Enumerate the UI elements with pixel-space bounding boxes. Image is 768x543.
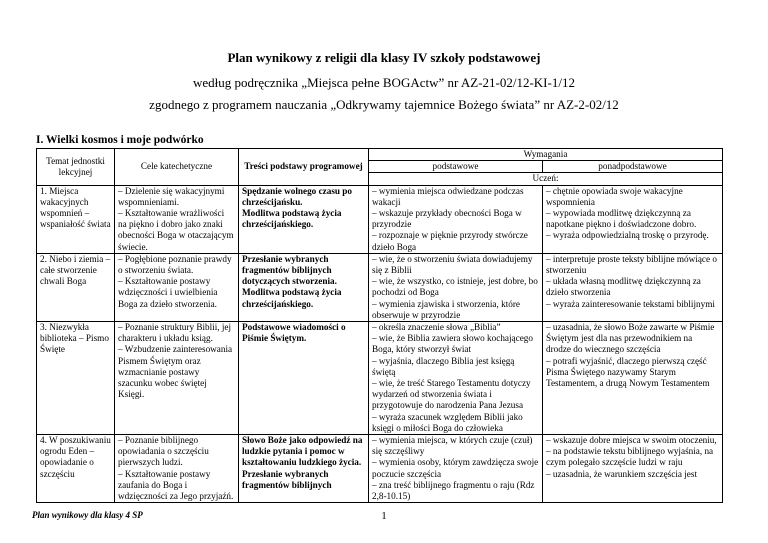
- document-subtitle-textbook: według podręcznika „Miejsca pełne BOGActw” nr AZ-21-02/12-KI-1/12: [193, 75, 575, 90]
- cell-basic: – wie, że o stworzeniu świata dowiadujemy się z Biblii – wie, że wszystko, co istnieje, jest dobre, bo pochodzi od Boga – wymienia zjawiska i stworzenia, które obserwuje w przyrodzie: [369, 253, 543, 321]
- header-advanced: ponadpodstawowe: [543, 161, 723, 173]
- table-row: [37, 253, 723, 321]
- cell-topic: 3. Niezwykła biblioteka – Pismo Święte: [37, 322, 115, 435]
- cell-topic: 4. W poszukiwaniu ogrodu Eden – opowiadanie o szczęściu: [37, 435, 115, 503]
- cell-topic: 1. Miejsca wakacyjnych wspomnień – wspaniałość świata: [37, 185, 115, 253]
- cell-basic: – określa znaczenie słowa „Biblia” – wie, że Biblia zawiera słowo kochającego Boga, który stworzył świat – wyjaśnia, dlaczego Biblia jest księgą świętą – wie, że treść Starego Testamentu dotyczy wydarzeń od stworzenia świata i przygotowuje do narodzenia Pana Jezusa – wyraża szacunek względem Biblii jako księgi o miłości Boga do człowieka: [369, 322, 543, 435]
- header-basic: podstawowe: [369, 161, 543, 173]
- cell-basic: – wymienia miejsca odwiedzane podczas wakacji – wskazuje przykłady obecności Boga w przyrodzie – rozpoznaje w pięknie przyrody stwórcze dzieło Boga: [369, 185, 543, 253]
- header-topic: Temat jednostki lekcyjnej: [37, 149, 115, 186]
- header-student: Uczeń:: [369, 173, 723, 185]
- cell-goals: – Dzielenie się wakacyjnymi wspomnieniami. – Kształtowanie wrażliwości na piękno i dobro jako znaki obecności Boga w otaczającym świecie.: [115, 185, 239, 253]
- header-goals: Cele katechetyczne: [115, 149, 239, 186]
- table-row: [37, 435, 723, 503]
- page-number: 1: [381, 510, 387, 522]
- document-subtitle-program: zgodnego z programem nauczania „Odkrywamy tajemnice Bożego świata” nr AZ-2-02/12: [149, 97, 619, 112]
- cell-content: Słowo Boże jako odpowiedź na ludzkie pytania i pomoc w kształtowaniu ludzkiego życia. Przesłanie wybranych fragmentów biblijnych: [239, 435, 369, 503]
- cell-advanced: – wskazuje dobre miejsca w swoim otoczeniu, – na podstawie tekstu biblijnego wyjaśnia, na czym polegało szczęście ludzi w raju – uzasadnia, że warunkiem szczęścia jest: [543, 435, 723, 503]
- cell-topic: 2. Niebo i ziemia – całe stworzenie chwali Boga: [37, 253, 115, 321]
- cell-content: Spędzanie wolnego czasu po chrześcijańsku. Modlitwa podstawą życia chrześcijańskiego.: [239, 185, 369, 253]
- cell-advanced: – interpretuje proste teksty biblijne mówiące o stworzeniu – układa własną modlitwę dziękczynną za dzieło stworzenia – wyraża zainteresowanie tekstami biblijnymi: [543, 253, 723, 321]
- footer-label: Plan wynikowy dla klasy 4 SP: [32, 510, 143, 520]
- cell-content: Przesłanie wybranych fragmentów biblijnych dotyczących stworzenia. Modlitwa podstawą życia chrześcijańskiego.: [239, 253, 369, 321]
- cell-goals: – Poznanie biblijnego opowiadania o szczęściu pierwszych ludzi. – Kształtowanie postawy zaufania do Boga i wdzięczności za Jego przyjaźń.: [115, 435, 239, 503]
- section-title: I. Wielki kosmos i moje podwórko: [36, 134, 204, 146]
- cell-goals: – Poznanie struktury Biblii, jej charakteru i układu ksiąg. – Wzbudzenie zainteresowania Pismem Świętym oraz wzmacnianie postawy szacunku wobec świętej Księgi.: [115, 322, 239, 435]
- cell-goals: – Pogłębione poznanie prawdy o stworzeniu świata. – Kształtowanie postawy wdzięczności i uwielbienia Boga za dzieło stworzenia.: [115, 253, 239, 321]
- table-row: [37, 185, 723, 253]
- document-title: Plan wynikowy z religii dla klasy IV szkoły podstawowej: [227, 50, 541, 65]
- cell-advanced: – uzasadnia, że słowo Boże zawarte w Piśmie Świętym jest dla nas przewodnikiem na drodze do wiecznego szczęścia – potrafi wyjaśnić, dlaczego pierwszą część Pisma Świętego nazywamy Starym Testamentem, a drugą Nowym Testamentem: [543, 322, 723, 435]
- cell-advanced: – chętnie opowiada swoje wakacyjne wspomnienia – wypowiada modlitwę dziękczynną za napotkane piękno i doświadczone dobro. – wyraża odpowiedzialną troskę o przyrodę.: [543, 185, 723, 253]
- header-content: Treści podstawy programowej: [239, 149, 369, 186]
- header-requirements: Wymagania: [369, 149, 723, 161]
- table-row: [37, 322, 723, 435]
- cell-basic: – wymienia miejsca, w których czuje (czuł) się szczęśliwy – wymienia osoby, którym zawdzięcza swoje poczucie szczęścia – zna treść biblijnego fragmentu o raju (Rdz 2,8-10.15): [369, 435, 543, 503]
- cell-content: Podstawowe wiadomości o Piśmie Świętym.: [239, 322, 369, 435]
- plan-table: [36, 148, 723, 503]
